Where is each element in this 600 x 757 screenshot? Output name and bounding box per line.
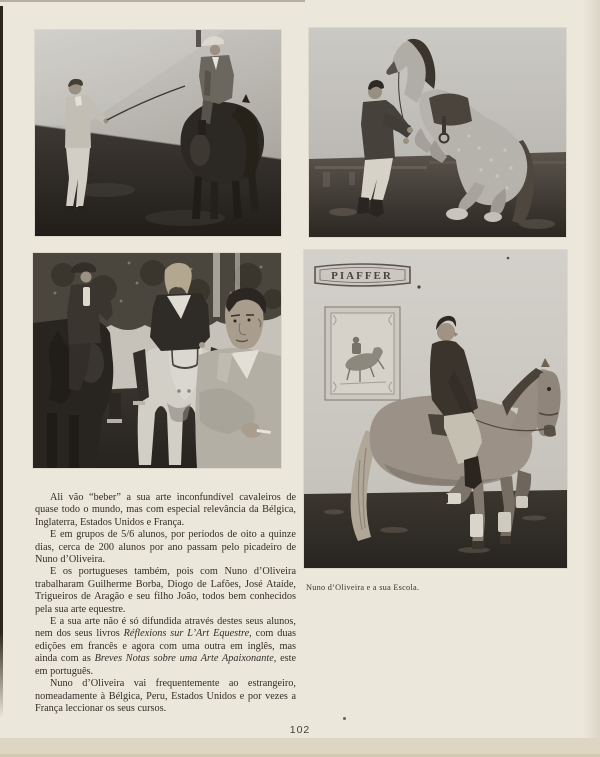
body-text — [35, 492, 296, 715]
photo-rearing-horse — [309, 28, 566, 237]
photo-caption: Nuno d’Oliveira e a sua Escola. — [306, 583, 420, 592]
scan-right-shade — [582, 0, 600, 757]
page-number: 102 — [289, 724, 311, 736]
saddle — [429, 94, 472, 126]
photo-piaffer — [304, 250, 567, 568]
photo-arena-training-image — [35, 30, 281, 236]
body-paragraph: Nuno d’Oliveira vai frequentemente ao estrangeiro, nomeadamente à Bélgica, Peru, Estados Unidos e por vezes a França leccionar os seus cursos. — [35, 678, 296, 714]
photo-arena-training — [35, 30, 281, 236]
wall-gap — [196, 30, 201, 47]
photo-riders-group — [33, 253, 281, 468]
scan-top-edge — [0, 0, 305, 2]
body-paragraph: E em grupos de 5/6 alunos, por períodos de oito a quinze dias, cerca de 200 alunos por ano passam pelo picadeiro de Nuno d’Oliveira. — [35, 529, 296, 566]
body-paragraph: E os portugueses também, pois com Nuno d’Oliveira trabalharam Guilherme Borba, Diogo de Lafões, José Ataíde, Trigueiros de Aragão e seu filho João, todos bem conhecidos pela sua arte equestre. — [35, 566, 296, 615]
photo-riders-group-image — [33, 253, 281, 468]
scan-left-edge — [0, 6, 3, 718]
photo-piaffer-image — [304, 250, 567, 568]
piaffer-sign — [315, 264, 410, 286]
body-paragraph: Ali vão “beber” a sua arte inconfundível cavaleiros de quase todo o mundo, mas com especial relevância da Bélgica, Inglaterra, Estados Unidos e França. — [35, 492, 296, 528]
framed-print — [325, 307, 400, 400]
body-paragraph: E a sua arte não é só difundida através destes seus alunos, nem dos seus livros Réflexions sur L’Art Equestre, com duas edições em francês e agora com uma outra em inglês, mas ainda com as Breves Notas sobre uma Arte Apaixonante, este em português. — [35, 616, 297, 677]
scan-speck — [343, 717, 346, 720]
piaffer-sign-text: PIAFFER — [331, 270, 393, 282]
scan-bottom-edge — [0, 738, 600, 757]
photo-rearing-horse-image — [309, 28, 566, 237]
